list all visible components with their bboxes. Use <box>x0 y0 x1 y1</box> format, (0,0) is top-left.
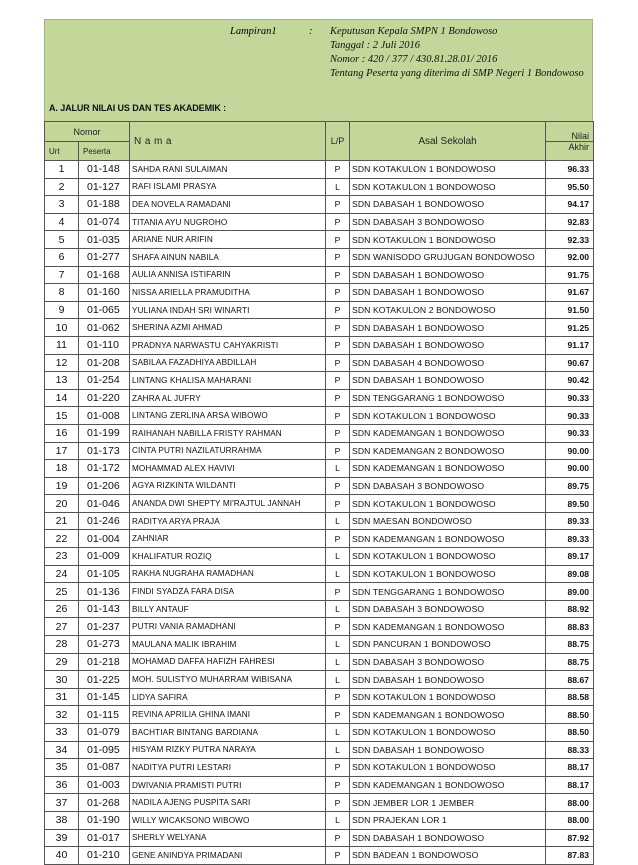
origin-school: SDN DABASAH 1 BONDOWOSO <box>350 372 546 390</box>
gender: P <box>326 372 350 390</box>
gender: L <box>326 600 350 618</box>
gender: P <box>326 847 350 865</box>
gender: P <box>326 424 350 442</box>
participant-number: 01-237 <box>79 618 130 636</box>
student-name: RAFI ISLAMI PRASYA <box>130 178 326 196</box>
final-score: 88.92 <box>546 600 594 618</box>
table-row <box>45 847 594 865</box>
row-number: 8 <box>45 284 79 302</box>
table-row <box>45 688 594 706</box>
row-number: 28 <box>45 636 79 654</box>
final-score: 90.33 <box>546 424 594 442</box>
participant-number: 01-277 <box>79 248 130 266</box>
student-name: LIDYA SAFIRA <box>130 688 326 706</box>
gender: P <box>326 530 350 548</box>
admission-table <box>44 121 594 865</box>
table-row <box>45 161 594 179</box>
gender: P <box>326 829 350 847</box>
decree-title: Keputusan Kepala SMPN 1 Bondowoso <box>330 26 498 37</box>
table-row <box>45 671 594 689</box>
student-name: ZAHNIAR <box>130 530 326 548</box>
table-row <box>45 741 594 759</box>
participant-number: 01-218 <box>79 653 130 671</box>
participant-number: 01-046 <box>79 495 130 513</box>
table-row <box>45 354 594 372</box>
gender: P <box>326 759 350 777</box>
gender: P <box>326 618 350 636</box>
gender: P <box>326 319 350 337</box>
decree-number: Nomor : 420 / 377 / 430.81.28.01/ 2016 <box>330 54 498 65</box>
origin-school: SDN DABASAH 1 BONDOWOSO <box>350 284 546 302</box>
final-score: 88.00 <box>546 794 594 812</box>
row-number: 11 <box>45 336 79 354</box>
header-lp: L/P <box>326 122 350 161</box>
student-name: DEA NOVELA RAMADANI <box>130 196 326 214</box>
final-score: 89.08 <box>546 565 594 583</box>
student-name: MOHAMAD DAFFA HAFIZH FAHRESI <box>130 653 326 671</box>
header-nama: N a m a <box>130 122 326 161</box>
table-row <box>45 372 594 390</box>
participant-number: 01-074 <box>79 213 130 231</box>
final-score: 92.83 <box>546 213 594 231</box>
table-row <box>45 231 594 249</box>
row-number: 33 <box>45 724 79 742</box>
table-row <box>45 530 594 548</box>
row-number: 19 <box>45 477 79 495</box>
row-number: 27 <box>45 618 79 636</box>
final-score: 88.75 <box>546 653 594 671</box>
gender: P <box>326 776 350 794</box>
student-name: DWIVANIA PRAMISTI PUTRI <box>130 776 326 794</box>
origin-school: SDN WANISODO GRUJUGAN BONDOWOSO <box>350 248 546 266</box>
row-number: 23 <box>45 548 79 566</box>
participant-number: 01-008 <box>79 407 130 425</box>
final-score: 91.17 <box>546 336 594 354</box>
row-number: 14 <box>45 389 79 407</box>
final-score: 88.58 <box>546 688 594 706</box>
student-name: SAHDA RANI SULAIMAN <box>130 161 326 179</box>
final-score: 90.00 <box>546 460 594 478</box>
row-number: 34 <box>45 741 79 759</box>
table-row <box>45 442 594 460</box>
student-name: NADILA AJENG PUSPITA SARI <box>130 794 326 812</box>
participant-number: 01-105 <box>79 565 130 583</box>
origin-school: SDN KOTAKULON 1 BONDOWOSO <box>350 565 546 583</box>
header-akhir: Akhir <box>546 142 594 161</box>
origin-school: SDN KOTAKULON 1 BONDOWOSO <box>350 407 546 425</box>
student-name: AULIA ANNISA ISTIFARIN <box>130 266 326 284</box>
participant-number: 01-273 <box>79 636 130 654</box>
participant-number: 01-199 <box>79 424 130 442</box>
final-score: 88.00 <box>546 811 594 829</box>
participant-number: 01-065 <box>79 301 130 319</box>
final-score: 96.33 <box>546 161 594 179</box>
gender: P <box>326 688 350 706</box>
final-score: 91.25 <box>546 319 594 337</box>
row-number: 3 <box>45 196 79 214</box>
row-number: 29 <box>45 653 79 671</box>
participant-number: 01-190 <box>79 811 130 829</box>
table-row <box>45 424 594 442</box>
table-row <box>45 759 594 777</box>
origin-school: SDN KADEMANGAN 1 BONDOWOSO <box>350 776 546 794</box>
final-score: 90.33 <box>546 389 594 407</box>
final-score: 89.75 <box>546 477 594 495</box>
origin-school: SDN TENGGARANG 1 BONDOWOSO <box>350 583 546 601</box>
participant-number: 01-210 <box>79 847 130 865</box>
origin-school: SDN KOTAKULON 2 BONDOWOSO <box>350 301 546 319</box>
participant-number: 01-017 <box>79 829 130 847</box>
row-number: 36 <box>45 776 79 794</box>
header-nomor: Nomor <box>45 122 130 142</box>
participant-number: 01-220 <box>79 389 130 407</box>
origin-school: SDN KOTAKULON 1 BONDOWOSO <box>350 495 546 513</box>
header-nilai: Nilai <box>546 122 594 142</box>
origin-school: SDN KOTAKULON 1 BONDOWOSO <box>350 161 546 179</box>
origin-school: SDN KADEMANGAN 2 BONDOWOSO <box>350 442 546 460</box>
student-name: WILLY WICAKSONO WIBOWO <box>130 811 326 829</box>
participant-number: 01-145 <box>79 688 130 706</box>
student-name: RAKHA NUGRAHA RAMADHAN <box>130 565 326 583</box>
origin-school: SDN KOTAKULON 1 BONDOWOSO <box>350 548 546 566</box>
origin-school: SDN KOTAKULON 1 BONDOWOSO <box>350 231 546 249</box>
table-row <box>45 319 594 337</box>
final-score: 92.00 <box>546 248 594 266</box>
final-score: 92.33 <box>546 231 594 249</box>
gender: P <box>326 248 350 266</box>
participant-number: 01-225 <box>79 671 130 689</box>
final-score: 88.17 <box>546 759 594 777</box>
participant-number: 01-035 <box>79 231 130 249</box>
gender: P <box>326 354 350 372</box>
table-row <box>45 407 594 425</box>
student-name: CINTA PUTRI NAZILATURRAHMA <box>130 442 326 460</box>
row-number: 30 <box>45 671 79 689</box>
table-body <box>45 161 594 865</box>
final-score: 91.50 <box>546 301 594 319</box>
gender: L <box>326 671 350 689</box>
gender: P <box>326 301 350 319</box>
gender: L <box>326 636 350 654</box>
table-row <box>45 636 594 654</box>
participant-number: 01-009 <box>79 548 130 566</box>
participant-number: 01-003 <box>79 776 130 794</box>
origin-school: SDN KOTAKULON 1 BONDOWOSO <box>350 724 546 742</box>
gender: L <box>326 460 350 478</box>
table-row <box>45 829 594 847</box>
origin-school: SDN KADEMANGAN 1 BONDOWOSO <box>350 706 546 724</box>
student-name: KHALIFATUR ROZIQ <box>130 548 326 566</box>
document-sheet <box>44 19 593 865</box>
origin-school: SDN KOTAKULON 1 BONDOWOSO <box>350 178 546 196</box>
origin-school: SDN DABASAH 4 BONDOWOSO <box>350 354 546 372</box>
final-score: 89.33 <box>546 512 594 530</box>
gender: P <box>326 266 350 284</box>
attachment-label: Lampiran1 <box>230 26 277 37</box>
row-number: 15 <box>45 407 79 425</box>
student-name: LINTANG ZERLINA ARSA WIBOWO <box>130 407 326 425</box>
origin-school: SDN DABASAH 1 BONDOWOSO <box>350 266 546 284</box>
origin-school: SDN DABASAH 3 BONDOWOSO <box>350 600 546 618</box>
origin-school: SDN DABASAH 1 BONDOWOSO <box>350 671 546 689</box>
row-number: 20 <box>45 495 79 513</box>
final-score: 90.42 <box>546 372 594 390</box>
row-number: 6 <box>45 248 79 266</box>
student-name: SHERLY WELYANA <box>130 829 326 847</box>
table-row <box>45 776 594 794</box>
student-name: NADITYA PUTRI LESTARI <box>130 759 326 777</box>
document-header <box>44 19 593 121</box>
participant-number: 01-206 <box>79 477 130 495</box>
gender: L <box>326 653 350 671</box>
origin-school: SDN KADEMANGAN 1 BONDOWOSO <box>350 460 546 478</box>
origin-school: SDN DABASAH 3 BONDOWOSO <box>350 653 546 671</box>
table-row <box>45 706 594 724</box>
participant-number: 01-246 <box>79 512 130 530</box>
participant-number: 01-115 <box>79 706 130 724</box>
gender: P <box>326 495 350 513</box>
origin-school: SDN DABASAH 1 BONDOWOSO <box>350 196 546 214</box>
table-row <box>45 460 594 478</box>
participant-number: 01-254 <box>79 372 130 390</box>
table-row <box>45 794 594 812</box>
gender: L <box>326 178 350 196</box>
final-score: 94.17 <box>546 196 594 214</box>
student-name: PRADNYA NARWASTU CAHYAKRISTI <box>130 336 326 354</box>
table-row <box>45 266 594 284</box>
row-number: 37 <box>45 794 79 812</box>
table-row <box>45 284 594 302</box>
table-row <box>45 248 594 266</box>
student-name: BACHTIAR BINTANG BARDIANA <box>130 724 326 742</box>
table-row <box>45 389 594 407</box>
student-name: NISSA ARIELLA PRAMUDITHA <box>130 284 326 302</box>
participant-number: 01-087 <box>79 759 130 777</box>
header-peserta: Peserta <box>79 142 130 161</box>
origin-school: SDN KADEMANGAN 1 BONDOWOSO <box>350 424 546 442</box>
participant-number: 01-127 <box>79 178 130 196</box>
final-score: 89.33 <box>546 530 594 548</box>
participant-number: 01-172 <box>79 460 130 478</box>
student-name: FINDI SYADZA FARA DISA <box>130 583 326 601</box>
student-name: LINTANG KHALISA MAHARANI <box>130 372 326 390</box>
origin-school: SDN PANCURAN 1 BONDOWOSO <box>350 636 546 654</box>
gender: P <box>326 389 350 407</box>
origin-school: SDN DABASAH 1 BONDOWOSO <box>350 829 546 847</box>
student-name: PUTRI VANIA RAMADHANI <box>130 618 326 636</box>
student-name: SABILAA FAZADHIYA ABDILLAH <box>130 354 326 372</box>
gender: P <box>326 196 350 214</box>
student-name: GENE ANINDYA PRIMADANI <box>130 847 326 865</box>
row-number: 21 <box>45 512 79 530</box>
row-number: 10 <box>45 319 79 337</box>
final-score: 87.92 <box>546 829 594 847</box>
row-number: 38 <box>45 811 79 829</box>
final-score: 88.50 <box>546 724 594 742</box>
section-title: A. JALUR NILAI US DAN TES AKADEMIK : <box>49 103 227 113</box>
student-name: MOHAMMAD ALEX HAVIVI <box>130 460 326 478</box>
gender: P <box>326 231 350 249</box>
origin-school: SDN KADEMANGAN 1 BONDOWOSO <box>350 530 546 548</box>
final-score: 87.83 <box>546 847 594 865</box>
participant-number: 01-188 <box>79 196 130 214</box>
table-row <box>45 512 594 530</box>
gender: L <box>326 565 350 583</box>
final-score: 91.75 <box>546 266 594 284</box>
row-number: 1 <box>45 161 79 179</box>
table-row <box>45 565 594 583</box>
participant-number: 01-160 <box>79 284 130 302</box>
final-score: 95.50 <box>546 178 594 196</box>
gender: P <box>326 477 350 495</box>
gender: L <box>326 811 350 829</box>
final-score: 90.33 <box>546 407 594 425</box>
student-name: MOH. SULISTYO MUHARRAM WIBISANA <box>130 671 326 689</box>
origin-school: SDN KOTAKULON 1 BONDOWOSO <box>350 759 546 777</box>
row-number: 26 <box>45 600 79 618</box>
student-name: MAULANA MALIK IBRAHIM <box>130 636 326 654</box>
student-name: RADITYA ARYA PRAJA <box>130 512 326 530</box>
origin-school: SDN KOTAKULON 1 BONDOWOSO <box>350 688 546 706</box>
row-number: 18 <box>45 460 79 478</box>
final-score: 88.83 <box>546 618 594 636</box>
student-name: YULIANA INDAH SRI WINARTI <box>130 301 326 319</box>
origin-school: SDN DABASAH 1 BONDOWOSO <box>350 319 546 337</box>
participant-number: 01-004 <box>79 530 130 548</box>
student-name: REVINA APRILIA GHINA IMANI <box>130 706 326 724</box>
table-row <box>45 583 594 601</box>
final-score: 88.67 <box>546 671 594 689</box>
row-number: 17 <box>45 442 79 460</box>
row-number: 25 <box>45 583 79 601</box>
final-score: 90.00 <box>546 442 594 460</box>
row-number: 35 <box>45 759 79 777</box>
row-number: 2 <box>45 178 79 196</box>
gender: P <box>326 442 350 460</box>
participant-number: 01-208 <box>79 354 130 372</box>
table-row <box>45 196 594 214</box>
gender: P <box>326 407 350 425</box>
student-name: ANANDA DWI SHEPTY MI'RAJTUL JANNAH <box>130 495 326 513</box>
student-name: HISYAM RIZKY PUTRA NARAYA <box>130 741 326 759</box>
final-score: 89.50 <box>546 495 594 513</box>
final-score: 88.33 <box>546 741 594 759</box>
table-row <box>45 213 594 231</box>
final-score: 88.50 <box>546 706 594 724</box>
table-row <box>45 653 594 671</box>
row-number: 40 <box>45 847 79 865</box>
participant-number: 01-095 <box>79 741 130 759</box>
decree-subject: Tentang Peserta yang diterima di SMP Negeri 1 Bondowoso <box>330 68 584 79</box>
final-score: 88.17 <box>546 776 594 794</box>
origin-school: SDN BADEAN 1 BONDOWOSO <box>350 847 546 865</box>
attachment-colon: : <box>309 26 313 37</box>
row-number: 9 <box>45 301 79 319</box>
student-name: ZAHRA AL JUFRY <box>130 389 326 407</box>
gender: P <box>326 706 350 724</box>
student-name: RAIHANAH NABILLA FRISTY RAHMAN <box>130 424 326 442</box>
table-row <box>45 811 594 829</box>
row-number: 7 <box>45 266 79 284</box>
gender: L <box>326 512 350 530</box>
table-row <box>45 724 594 742</box>
final-score: 89.17 <box>546 548 594 566</box>
row-number: 31 <box>45 688 79 706</box>
participant-number: 01-168 <box>79 266 130 284</box>
final-score: 88.75 <box>546 636 594 654</box>
gender: P <box>326 213 350 231</box>
decree-date: Tanggal : 2 Juli 2016 <box>330 40 421 51</box>
row-number: 16 <box>45 424 79 442</box>
student-name: TITANIA AYU NUGROHO <box>130 213 326 231</box>
gender: P <box>326 284 350 302</box>
gender: P <box>326 583 350 601</box>
header-asal-sekolah: Asal Sekolah <box>350 122 546 161</box>
final-score: 89.00 <box>546 583 594 601</box>
row-number: 32 <box>45 706 79 724</box>
row-number: 39 <box>45 829 79 847</box>
origin-school: SDN TENGGARANG 1 BONDOWOSO <box>350 389 546 407</box>
header-urt: Urt <box>45 142 79 161</box>
origin-school: SDN DABASAH 1 BONDOWOSO <box>350 336 546 354</box>
final-score: 90.67 <box>546 354 594 372</box>
gender: L <box>326 724 350 742</box>
participant-number: 01-268 <box>79 794 130 812</box>
origin-school: SDN KADEMANGAN 1 BONDOWOSO <box>350 618 546 636</box>
participant-number: 01-079 <box>79 724 130 742</box>
row-number: 13 <box>45 372 79 390</box>
student-name: AGYA RIZKINTA WILDANTI <box>130 477 326 495</box>
student-name: ARIANE NUR ARIFIN <box>130 231 326 249</box>
student-name: BILLY ANTAUF <box>130 600 326 618</box>
table-row <box>45 178 594 196</box>
table-row <box>45 495 594 513</box>
table-row <box>45 548 594 566</box>
origin-school: SDN DABASAH 1 BONDOWOSO <box>350 741 546 759</box>
gender: P <box>326 161 350 179</box>
row-number: 4 <box>45 213 79 231</box>
row-number: 22 <box>45 530 79 548</box>
participant-number: 01-110 <box>79 336 130 354</box>
gender: L <box>326 741 350 759</box>
row-number: 5 <box>45 231 79 249</box>
origin-school: SDN PRAJEKAN LOR 1 <box>350 811 546 829</box>
origin-school: SDN JEMBER LOR 1 JEMBER <box>350 794 546 812</box>
final-score: 91.67 <box>546 284 594 302</box>
participant-number: 01-148 <box>79 161 130 179</box>
row-number: 24 <box>45 565 79 583</box>
origin-school: SDN DABASAH 3 BONDOWOSO <box>350 213 546 231</box>
table-row <box>45 618 594 636</box>
table-row <box>45 600 594 618</box>
gender: P <box>326 336 350 354</box>
origin-school: SDN MAESAN BONDOWOSO <box>350 512 546 530</box>
student-name: SHERINA AZMI AHMAD <box>130 319 326 337</box>
gender: P <box>326 794 350 812</box>
participant-number: 01-173 <box>79 442 130 460</box>
table-row <box>45 301 594 319</box>
table-row <box>45 336 594 354</box>
participant-number: 01-136 <box>79 583 130 601</box>
participant-number: 01-143 <box>79 600 130 618</box>
origin-school: SDN DABASAH 3 BONDOWOSO <box>350 477 546 495</box>
table-row <box>45 477 594 495</box>
row-number: 12 <box>45 354 79 372</box>
participant-number: 01-062 <box>79 319 130 337</box>
student-name: SHAFA AINUN NABILA <box>130 248 326 266</box>
gender: L <box>326 548 350 566</box>
